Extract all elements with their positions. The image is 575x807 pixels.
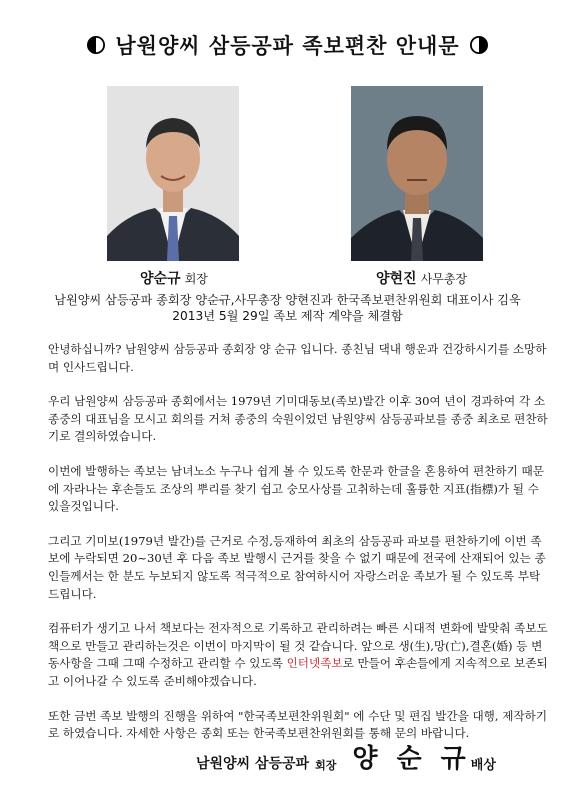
internet-genealogy-highlight: 인터넷족보 xyxy=(286,656,343,671)
contract-summary-line: 남원양씨 삼등공파 종회장 양순규,사무총장 양현진과 한국족보편찬위원회 대표이사 김욱 xyxy=(54,293,521,307)
photo-caption-chairman xyxy=(140,268,208,288)
history-paragraph: 우리 남원양씨 삼등공파 종회에서는 1979년 기미대동보(족보)발간 이후 30여 년이 경과하여 각 소종중의 대표님을 모시고 회의를 거쳐 종중의 숙원이었던 남원양씨 삼등공파보를 종중 최초로 편찬하기로 결의하였습니다. xyxy=(48,394,548,444)
inquiry-paragraph: 또한 금번 족보 발행의 진행을 위하여 "한국족보편찬위원회" 에 수단 및 편집 발간을 대행, 제작하기로 하였습니다. 자세한 사항은 종회 또는 한국족보편찬위원회를 통해 문의 바랍니다. xyxy=(48,708,548,741)
signature-suffix: 배상 xyxy=(470,758,496,773)
chairman-role: 회장 xyxy=(184,272,208,286)
signature-organization: 남원양씨 삼등공파 xyxy=(196,756,310,772)
paragraph-text: 로 만들어 후손들에게 지속적으로 보존되고 이어나갈 수 있도록 준비해야겠습니다. xyxy=(48,656,548,688)
secretary-name: 양현진 xyxy=(376,271,417,287)
document-title-row xyxy=(0,30,575,60)
document-title: 남원양씨 삼등공파 족보편찬 안내문 xyxy=(115,34,460,58)
half-moon-icon xyxy=(470,36,488,54)
letter-body xyxy=(48,341,548,752)
portrait-photo-secretary xyxy=(351,86,483,261)
signature-line xyxy=(196,745,496,773)
purpose-paragraph: 이번에 발행하는 족보는 남녀노소 누구나 쉽게 볼 수 있도록 한문과 한글을 혼용하여 편찬하기 때문에 자라나는 후손들도 조상의 뿌리를 찾기 쉽고 숭모사상를 고취하는데 훌륭한 지표(指標)가 될 수 있을것입니다. xyxy=(48,463,544,514)
half-moon-icon xyxy=(87,36,105,54)
contract-summary xyxy=(0,292,575,324)
chairman-name: 양순규 xyxy=(140,271,181,287)
photo-caption-secretary xyxy=(376,268,467,288)
contract-summary-date: 2013년 5월 29일 족보 제작 계약을 체결함 xyxy=(172,309,403,323)
portrait-photo-chairman xyxy=(107,86,239,261)
paragraph-text: 컴퓨터가 생기고 나서 책보다는 전자적으로 기록하고 관리하려는 빠른 시대적 변화에 발맞춰 족보도 책으로 만들고 관리하는것은 이번이 마지막이 될 것 같습니다. 앞으로 생(生),망(亡),결혼(婚) 등 변동사항을 그때 그때 수정하고 관리할 수 있도록 xyxy=(48,621,548,671)
greeting-paragraph: 안녕하십니까? 남원양씨 삼등공파 종회장 양 순규 입니다. 종친님 댁내 행운과 건강하시기를 소망하며 인사드립니다. xyxy=(48,342,547,374)
signature-position: 회장 xyxy=(315,759,337,772)
participation-paragraph: 그리고 기미보(1979년 발간)를 근거로 수정,등재하여 최초의 삼등공파 파보를 편찬하기에 이번 족보에 누락되면 20~30년 후 다음 족보 발행시 근거를 찾을 수 없기 때문에 전국에 산재되어 있는 종인들께서는 한 분도 누보되지 않도록 적극적으로 참여하시어 자랑스러운 족보가 될 수 있도록 부탁드립니다. xyxy=(48,533,546,601)
secretary-role: 사무총장 xyxy=(420,272,468,286)
signature-name: 양 순 규 xyxy=(352,744,471,774)
internet-genealogy-paragraph xyxy=(48,620,548,690)
